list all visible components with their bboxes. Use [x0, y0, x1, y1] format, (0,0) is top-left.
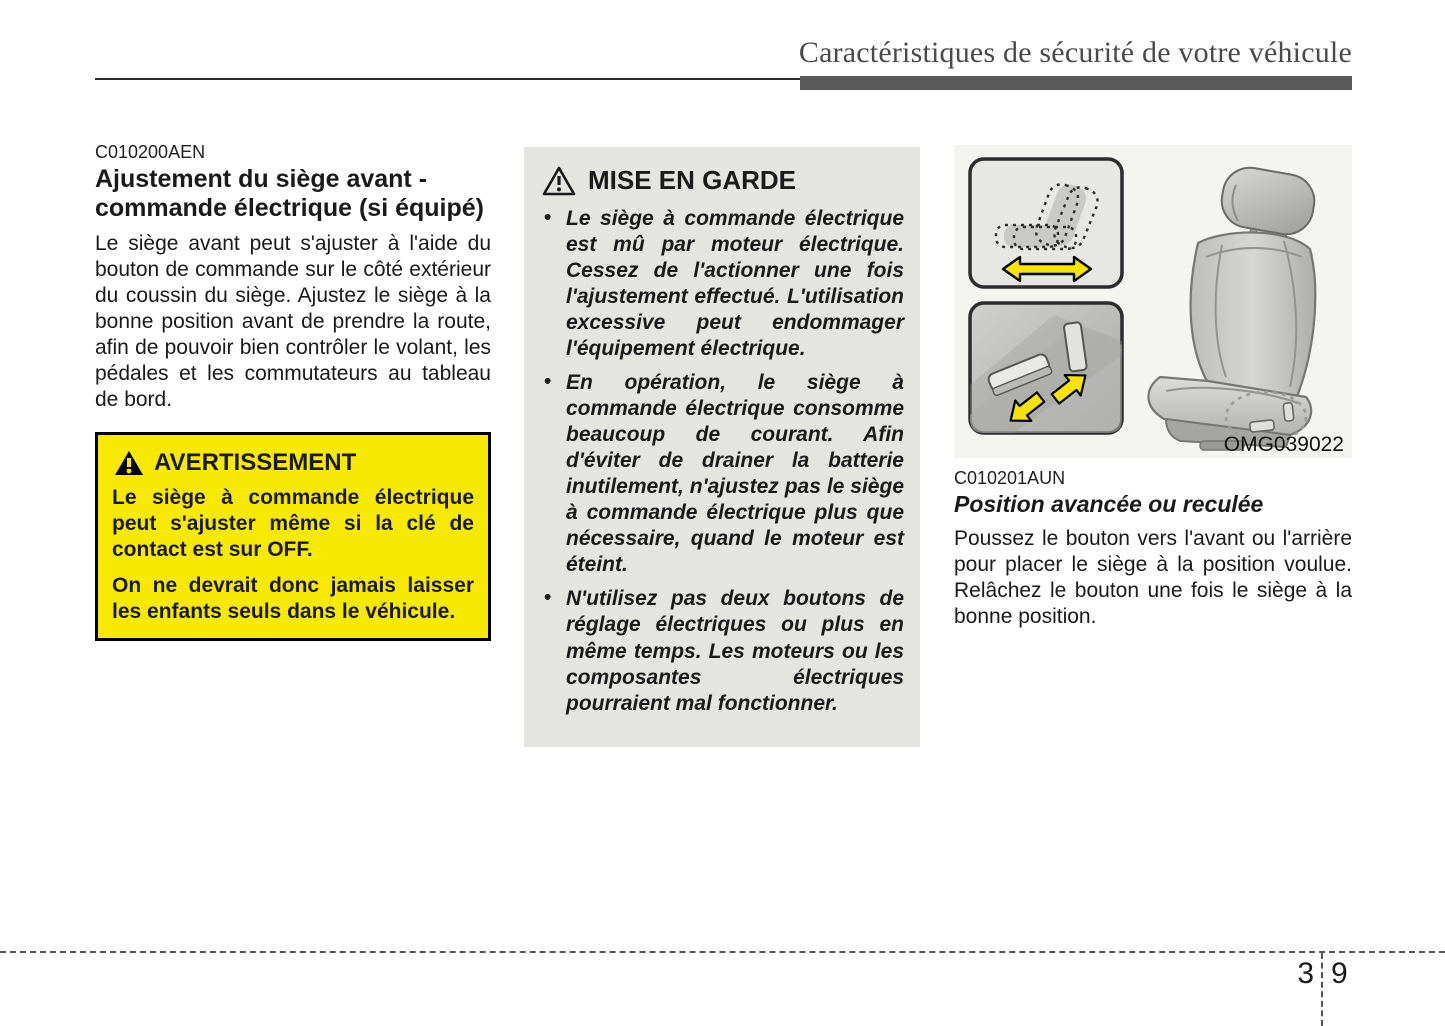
section-heading: Ajustement du siège avant - commande électrique (si équipé) — [95, 165, 484, 222]
caution-box — [524, 147, 920, 747]
subsection-paragraph: Poussez le bouton vers l'avant ou l'arrière pour placer le siège à la position voulue. Relâchez le bouton une fois le siège à la bonne position. — [954, 527, 1352, 629]
footer-section-number: 3 — [1297, 957, 1314, 990]
footer-dashed-rule — [0, 951, 1445, 953]
caution-box-header — [542, 165, 904, 196]
warning-triangle-filled-icon — [114, 450, 144, 477]
right-column — [954, 145, 1352, 630]
seat-slide-pictogram — [970, 159, 1122, 287]
car-seat-illustration — [954, 145, 1352, 458]
seat-adjustment-figure — [954, 145, 1352, 458]
caution-item: • En opération, le siège à commande électrique consomme beaucoup de courant. Afin d'éviter de drainer la batterie inutilement, n'ajustez pas le siège à commande électrique plus que nécessaire, quand le moteur est éteint. — [540, 370, 904, 578]
page-title: Caractéristiques de sécurité de votre véhicule — [798, 36, 1352, 69]
header-accent-bar — [800, 76, 1352, 90]
warning-box-header — [114, 449, 474, 477]
warning-triangle-outline-icon — [542, 166, 576, 196]
footer-page-number: 9 — [1331, 957, 1348, 990]
warning-box — [95, 432, 491, 641]
caution-list — [540, 206, 904, 717]
left-column — [95, 142, 491, 641]
warning-paragraph: Le siège à commande électrique peut s'ajuster même si la clé de contact est sur OFF. — [112, 486, 474, 561]
warning-paragraph: On ne devrait donc jamais laisser les enfants seuls dans le véhicule. — [112, 573, 474, 623]
header-rule — [95, 78, 803, 80]
footer-vertical-dashed-rule — [1321, 953, 1323, 1026]
caution-item: • N'utilisez pas deux boutons de réglage électriques ou plus en même temps. Les moteurs ou les composantes électriques pourraient mal fonctionner. — [540, 586, 904, 716]
warning-box-title: AVERTISSEMENT — [154, 449, 357, 477]
subsection-heading: Position avancée ou reculée — [954, 491, 1264, 517]
seat-adjust-switches-pictogram — [970, 303, 1122, 433]
car-seat-drawing — [1148, 163, 1318, 450]
section-code: C010201AUN — [954, 468, 1066, 488]
caution-box-title: MISE EN GARDE — [588, 165, 797, 195]
figure-label: OMG039022 — [1223, 433, 1344, 456]
caution-item: • Le siège à commande électrique est mû par moteur électrique. Cessez de l'actionner une fois l'ajustement effectué. L'utilisation excessive peut endommager l'équipement électrique. — [540, 206, 904, 362]
section-code: C010200AEN — [95, 142, 206, 162]
section-paragraph: Le siège avant peut s'ajuster à l'aide du bouton de commande sur le côté extérieur du coussin du siège. Ajustez le siège à la bonne position avant de prendre la route, afin de pouvoir bien contrôler le volant, les pédales et les commutateurs au tableau de bord. — [95, 232, 491, 412]
